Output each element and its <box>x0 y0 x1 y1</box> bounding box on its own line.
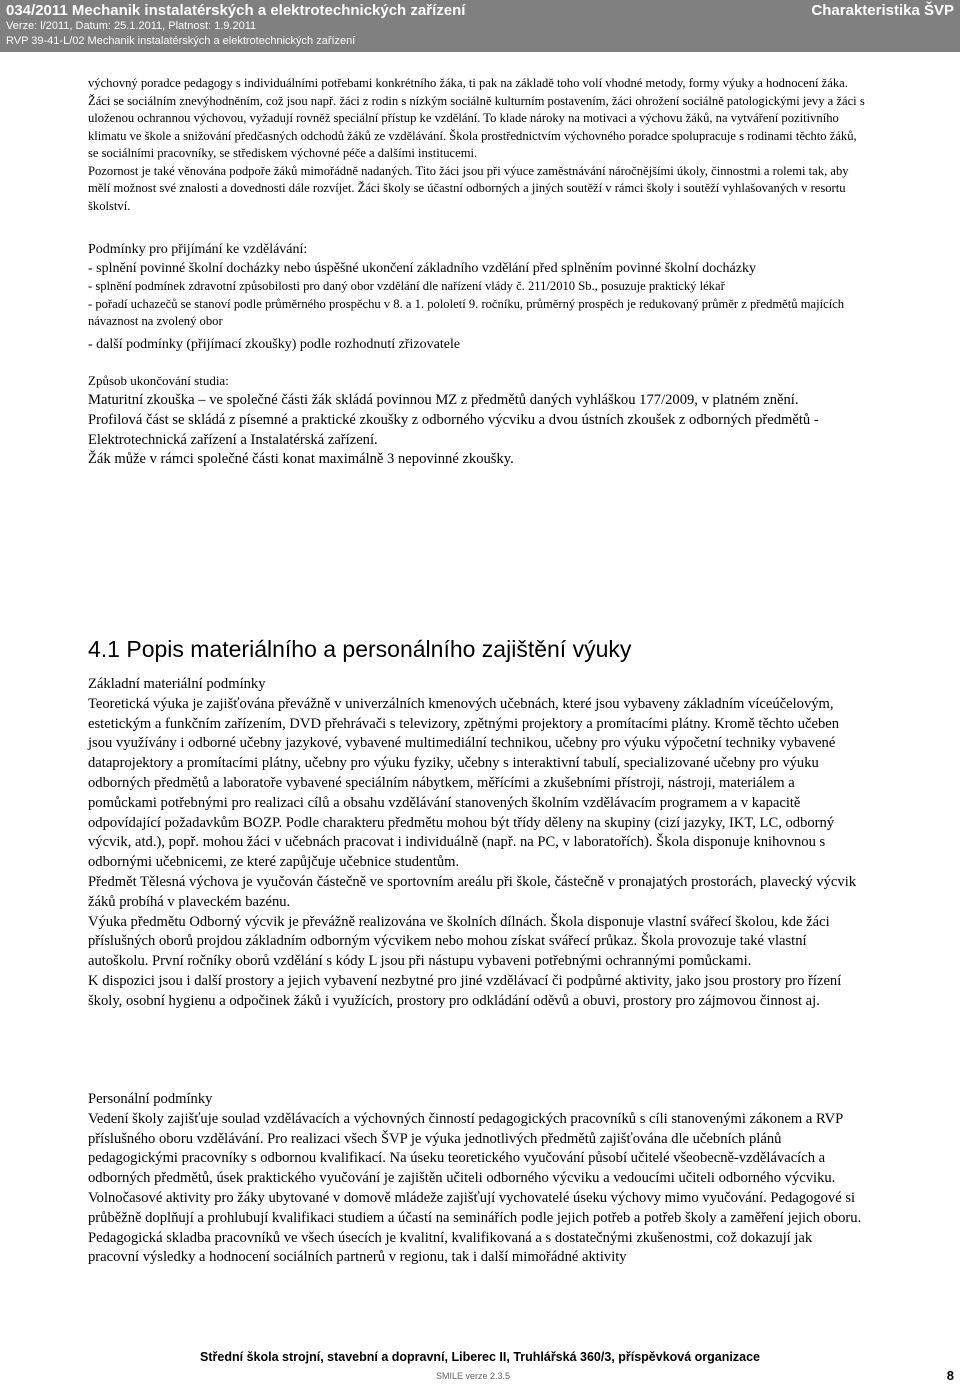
completion-title: Způsob ukončování studia: <box>88 373 229 388</box>
material-paragraph: Teoretická výuka je zajišťována převážně v univerzálních kmenových učebnách, které jsou vybaveny základním víceúčelovým, estetickým a funkčním zařízením, DVD přehrávači s televizory, zpětnými projektory a promítacími plátny. Kromě těchto učeben jsou využívány i odborné učebny jazykové, vybavené multimediální technikou, učebny pro výuku výpočetní techniky vybavené dataprojektory a promítacími plátny, učebny pro výuku fyziky, učebny s interaktivní tabulí, specializované učebny pro výuku odborných předmětů a laboratoře vybavené speciálním nábytkem, měřícími a zkušebními přístroji, nástroji, materiálem a pomůckami potřebnými pro realizaci cílů a obsahu vzdělávání stanovených školním vzdělávacím programem a v kapacitě odpovídající požadavkům BOZP. Podle charakteru předmětu mohou být třídy děleny na skupiny (cizí jazyky, IKT, LC, odborný výcvik, atd.), popř. mohou žáci v učebnách pracovat i individuálně (např. na PC, v laboratořích). Škola disponuje knihovnou s odbornými učebnicemi, ze které zapůjčuje učebnice studentům. <box>88 695 840 871</box>
material-title: Základní materiální podmínky <box>88 676 266 692</box>
material-paragraph: Předmět Tělesná výchova je vyučován částečně ve sportovním areálu při škole, částečně v pronajatých prostorách, plavecký výcvik žáků probíhá v plaveckém bazénu. <box>88 873 857 910</box>
page-number: 8 <box>946 1368 954 1383</box>
completion-paragraph: Profilová část se skládá z písemné a praktické zkoušky z odborného výcviku a dvou ústních zkoušek z odborných předmětů - Elektrotechnická zařízení a Instalatérská zařízení. <box>88 411 819 448</box>
completion-paragraph: Maturitní zkouška – ve společné části žák skládá povinnou MZ z předmětů daných vyhláškou 177/2009, v platném znění. <box>88 392 799 408</box>
material-paragraph: K dispozici jsou i další prostory a jejich vybavení nezbytné pro jiné vzdělávací či podpůrné aktivity, jako jsou prostory pro řízení školy, osobní hygienu a odpočinek žáků i využících, prostory pro odkládání oděvů a obuvi, prostory pro zájmovou činnost aj. <box>88 972 842 1009</box>
page-header <box>0 0 960 52</box>
admission-block <box>88 240 866 354</box>
version-line: Verze: l/2011, Datum: 25.1.2011, Platnost: 1.9.2011 <box>6 20 257 32</box>
section-heading: 4.1 Popis materiálního a personálního zajištění výuky <box>88 636 632 662</box>
material-paragraph: Výuka předmětu Odborný výcvik je převážně realizována ve školních dílnách. Škola disponuje vlastní svářecí školou, kde žáci příslušných oborů projdou základním odborným výcvikem nebo mohou získat svářecí průkaz. Škola provozuje také vlastní autoškolu. První ročníky oborů vzdělání s kódy L jsou při nástupu vybaveni potřebnými ochrannými pomůckami. <box>88 913 830 970</box>
completion-paragraph: Žák může v rámci společné části konat maximálně 3 nepovinné zkoušky. <box>88 451 514 468</box>
footer-school: Střední škola strojní, stavební a dopravní, Liberec II, Truhlářská 360/3, příspěvková organizace <box>200 1350 760 1364</box>
personal-paragraph: Vedení školy zajišťuje soulad vzdělávacích a výchovných činností pedagogických pracovníků s cíli stanovenými zákonem a RVP příslušného oboru vzdělávání. Pro realizaci všech ŠVP je výuka jednotlivých předmětů zajišťována dle učebních plánů pedagogickými pracovníky s odbornou kvalifikací. Na úseku teoretického vyučování působí učitelé všeobecně-vzdělávacích a odborných předmětů, úsek praktického vyučování je zajištěn učiteli odborného výcviku a vedoucími učiteli odborného výcviku. Volnočasové aktivity pro žáky ubytované v domově mládeže zajišťují vychovatelé úseku výchovy mimo vyučování. Pedagogové si průběžně doplňují a prohlubují kvalifikaci studiem a účastí na seminářích podle jejich potřeb a potřeb školy a zaměření jejich oboru. Pedagogická skladba pracovníků ve všech úsecích je kvalitní, kvalifikovaná a s dostatečnými zkušenostmi, což dokazují jak pracovní výsledky a hodnocení sociálních partnerů v regionu, tak i další mimořádné aktivity <box>88 1110 862 1266</box>
intro-paragraph: výchovný poradce pedagogy s individuálními potřebami konkrétního žáka, ti pak na základě toho volí vhodné metody, formy výuky a hodnocení žáka. <box>88 76 848 90</box>
admission-title: Podmínky pro přijímání ke vzdělávání: <box>88 242 308 257</box>
admission-item: - splnění povinné školní docházky nebo úspěšné ukončení základního vzdělání před splněním povinné školní docházky <box>88 261 756 276</box>
smile-version: SMILE verze 2.3.5 <box>436 1371 511 1381</box>
section-label: Charakteristika ŠVP <box>811 2 954 19</box>
admission-item: - další podmínky (přijímací zkoušky) podle rozhodnutí zřizovatele <box>88 336 461 352</box>
personal-title: Personální podmínky <box>88 1091 213 1107</box>
rvp-line: RVP 39-41-L/02 Mechanik instalatérských a elektrotechnických zařízení <box>6 35 356 47</box>
material-block <box>88 675 866 1012</box>
completion-block <box>88 372 866 470</box>
intro-paragraph: Žáci se sociálním znevýhodněním, což jsou např. žáci z rodin s nízkým sociálně kulturním postavením, žáci ohrožení sociálně patologickými jevy a žáci s uloženou ochrannou výchovou, vyžadují rovněž speciální přístup ke vzdělání. To klade nároky na motivaci a výchovu žáků, na vytváření pozitivního klimatu ve škole a snižování předčasných odchodů žáků ze vzdělávání. Škola prostřednictvím výchovného poradce spolupracuje s rodinami těchto žáků, se sociálními pracovníky, se střediskem výchovné péče a dalšími institucemi. <box>88 93 865 160</box>
document-title: 034/2011 Mechanik instalatérských a elektrotechnických zařízení <box>6 2 466 19</box>
admission-item: - pořadí uchazečů se stanoví podle průměrného prospěchu v 8. a 1. pololetí 9. ročníku, průměrný prospěch je redukovaný průměr z předmětů majících návaznost na zvolený obor <box>88 296 845 328</box>
admission-item: - splnění podmínek zdravotní způsobilosti pro daný obor vzdělání dle nařízení vlády č. 211/2010 Sb., posuzuje praktický lékař <box>88 279 725 293</box>
intro-paragraph: Pozornost je také věnována podpoře žáků mimořádně nadaných. Tito žáci jsou při výuce zaměstnávání náročnějšími úkoly, činnostmi a rolemi tak, aby mělí možnost své znalosti a dovednosti dále rozvíjet. Žáci školy se účastní odborných a jiných soutěží v rámci školy i soutěží vyhlašovaných v resortu školství. <box>88 163 849 213</box>
intro-block <box>88 75 866 215</box>
personal-block <box>88 1090 866 1268</box>
